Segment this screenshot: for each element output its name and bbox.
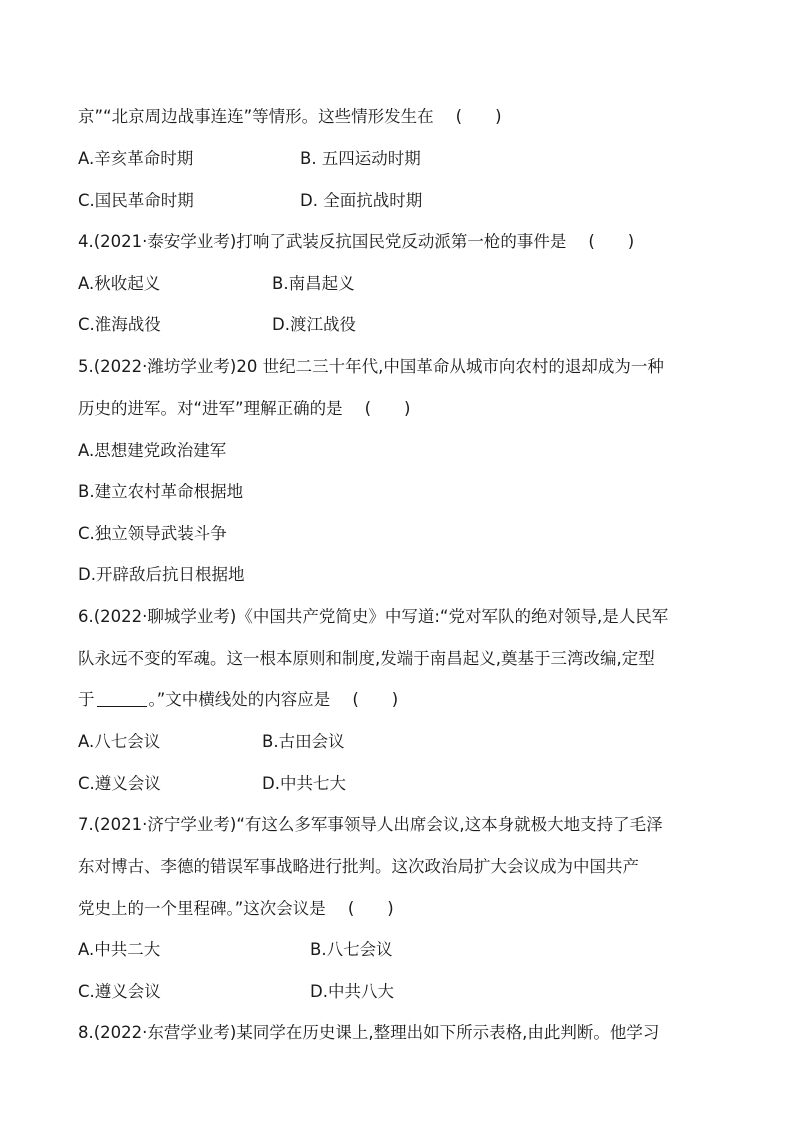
q5-stem-line2: 历史的进军。对“进军”理解正确的是 ( ) xyxy=(78,399,411,418)
q7-stem-line3: 党史上的一个里程碑。”这次会议是 ( ) xyxy=(78,899,394,918)
q4-option-a: A.秋收起义 xyxy=(78,274,161,293)
answer-paren: ( ) xyxy=(352,690,399,709)
q7-stem-line2: 东对博古、李德的错误军事战略进行批判。这次政治局扩大会议成为中国共产 xyxy=(78,857,639,876)
q5-option-d: D.开辟敌后抗日根据地 xyxy=(78,565,245,584)
q6-option-a: A.八七会议 xyxy=(78,732,161,751)
q4-option-b: B.南昌起义 xyxy=(272,274,355,293)
q6-stem-line3: 于 。”文中横线处的内容应是 ( ) xyxy=(78,690,399,709)
q3-option-a: A.辛亥革命时期 xyxy=(78,149,194,168)
q6-option-d: D.中共七大 xyxy=(262,774,346,793)
q5-option-a: A.思想建党政治建军 xyxy=(78,441,227,460)
answer-paren: ( ) xyxy=(588,232,635,251)
q6-option-c: C.遵义会议 xyxy=(78,774,161,793)
q7-stem-line1: 7.(2021·济宁学业考)“有这么多军事领导人出席会议,这本身就极大地支持了毛泽 xyxy=(78,815,663,834)
q6-stem-line2: 队永远不变的军魂。这一根本原则和制度,发端于南昌起义,奠基于三湾改编,定型 xyxy=(78,649,655,668)
q6-option-b: B.古田会议 xyxy=(262,732,345,751)
q3-option-b: B. 五四运动时期 xyxy=(300,149,421,168)
q5-stem-line1: 5.(2022·潍坊学业考)20 世纪二三十年代,中国革命从城市向农村的退却成为一种 xyxy=(78,357,664,376)
q4-option-d: D.渡江战役 xyxy=(272,315,356,334)
q6-stem-line1: 6.(2022·聊城学业考)《中国共产党简史》中写道:“党对军队的绝对领导,是人民军 xyxy=(78,607,669,626)
q8-stem-line1: 8.(2022·东营学业考)某同学在历史课上,整理出如下所示表格,由此判断。他学习 xyxy=(78,1023,660,1042)
fill-blank xyxy=(97,690,147,707)
q4-option-c: C.淮海战役 xyxy=(78,315,161,334)
q3-option-c: C.国民革命时期 xyxy=(78,191,194,210)
q7-option-d: D.中共八大 xyxy=(310,982,394,1001)
answer-paren: ( ) xyxy=(364,399,411,418)
q7-option-a: A.中共二大 xyxy=(78,940,161,959)
answer-paren: ( ) xyxy=(455,107,502,126)
q7-option-c: C.遵义会议 xyxy=(78,982,161,1001)
q5-option-c: C.独立领导武装斗争 xyxy=(78,524,227,543)
q3-option-d: D. 全面抗战时期 xyxy=(300,191,423,210)
answer-paren: ( ) xyxy=(347,899,394,918)
q3-stem: 京”“北京周边战事连连”等情形。这些情形发生在 ( ) xyxy=(78,107,502,126)
q5-option-b: B.建立农村革命根据地 xyxy=(78,482,244,501)
q7-option-b: B.八七会议 xyxy=(310,940,393,959)
q4-stem: 4.(2021·泰安学业考)打响了武装反抗国民党反动派第一枪的事件是 ( ) xyxy=(78,232,635,251)
